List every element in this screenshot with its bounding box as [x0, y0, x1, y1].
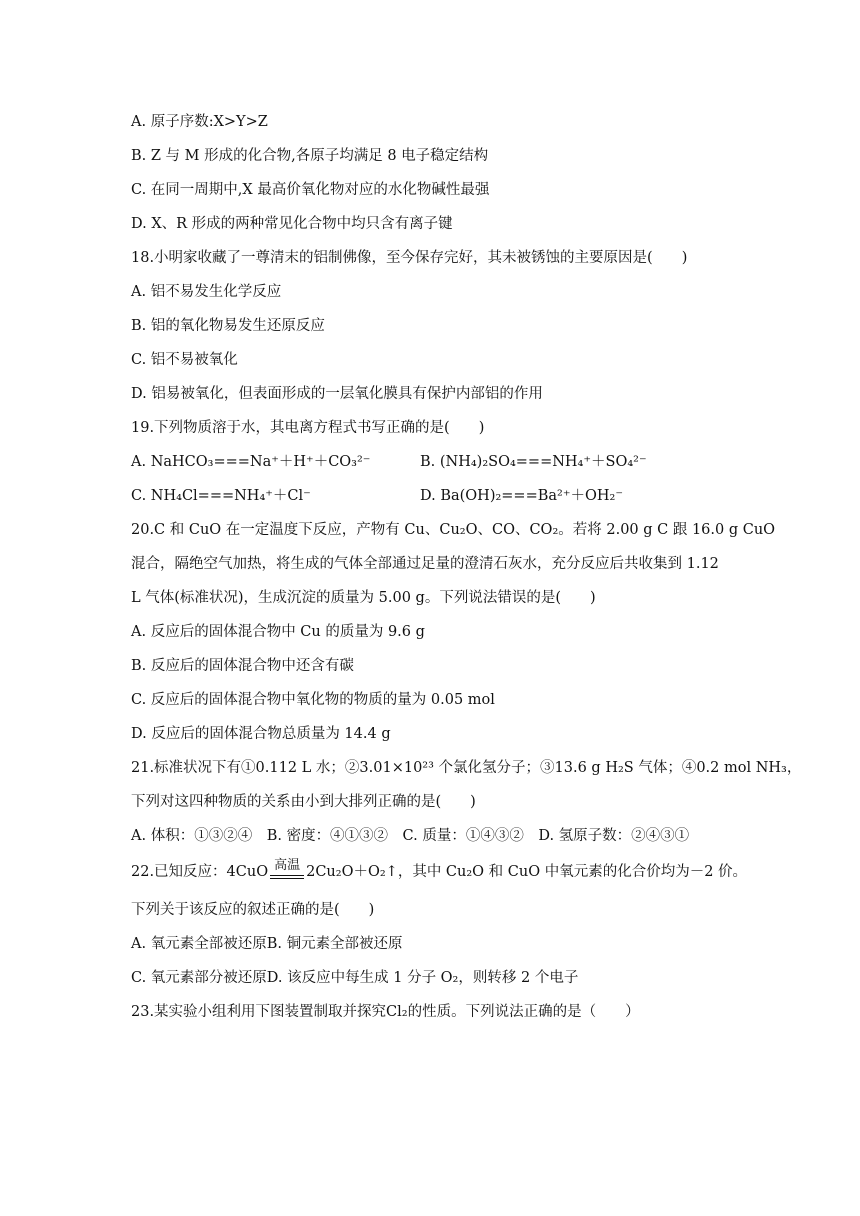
q20-stem-line1: 20.C 和 CuO 在一定温度下反应，产物有 Cu、Cu₂O、CO、CO₂。若将 2.00 g C 跟 16.0 g CuO	[131, 522, 776, 538]
q19-option-c: C. NH₄Cl===NH₄⁺＋Cl⁻	[131, 488, 311, 504]
q19-row2	[131, 486, 731, 506]
q22-stem-line2: 下列关于该反应的叙述正确的是( )	[131, 902, 375, 918]
q17-option-a: A. 原子序数:X>Y>Z	[131, 114, 268, 130]
q19-option-a: A. NaHCO₃===Na⁺＋H⁺＋CO₃²⁻	[131, 454, 371, 470]
q21-options: A. 体积：①③②④ B. 密度：④①③② C. 质量：①④③② D. 氢原子数：②④③①	[131, 828, 690, 844]
q19-option-d: D. Ba(OH)₂===Ba²⁺＋OH₂⁻	[420, 488, 623, 504]
q17-option-c: C. 在同一周期中,X 最高价氧化物对应的水化物碱性最强	[131, 182, 490, 198]
q20-option-a: A. 反应后的固体混合物中 Cu 的质量为 9.6 g	[131, 624, 425, 640]
q17-option-d: D. X、R 形成的两种常见化合物中均只含有离子键	[131, 216, 453, 232]
q22-stem-line1	[131, 858, 748, 882]
q22-reaction-arrow	[270, 858, 304, 882]
q20-stem-line3: L 气体(标准状况)，生成沉淀的质量为 5.00 g。下列说法错误的是( )	[131, 590, 596, 606]
q19-option-b: B. (NH₄)₂SO₄===NH₄⁺＋SO₄²⁻	[420, 454, 647, 470]
q22-equation-left: 22.已知反应：4CuO	[131, 864, 269, 880]
q18-option-a: A. 铝不易发生化学反应	[131, 284, 282, 300]
q18-option-c: C. 铝不易被氧化	[131, 352, 238, 368]
q18-option-d: D. 铝易被氧化，但表面形成的一层氧化膜具有保护内部铝的作用	[131, 386, 543, 402]
q18-stem: 18.小明家收藏了一尊清末的铝制佛像，至今保存完好，其未被锈蚀的主要原因是( )	[131, 250, 688, 266]
q20-option-d: D. 反应后的固体混合物总质量为 14.4 g	[131, 726, 391, 742]
q21-stem-line2: 下列对这四种物质的关系由小到大排列正确的是( )	[131, 794, 476, 810]
q23-stem: 23.某实验小组利用下图装置制取并探究Cl₂的性质。下列说法正确的是（ ）	[131, 1004, 640, 1020]
q22-options-cd: C. 氧元素部分被还原D. 该反应中每生成 1 分子 O₂，则转移 2 个电子	[131, 970, 579, 986]
q17-option-b: B. Z 与 M 形成的化合物,各原子均满足 8 电子稳定结构	[131, 148, 489, 164]
q22-equation-right: 2Cu₂O＋O₂↑，其中 Cu₂O 和 CuO 中氧元素的化合价均为－2 价。	[306, 864, 748, 880]
q19-row1	[131, 452, 731, 472]
q21-stem-line1: 21.标准状况下有①0.112 L 水；②3.01×10²³ 个氯化氢分子；③13.6 g H₂S 气体；④0.2 mol NH₃，	[131, 760, 802, 776]
q22-options-ab: A. 氧元素全部被还原B. 铜元素全部被还原	[131, 936, 403, 952]
q19-stem: 19.下列物质溶于水，其电离方程式书写正确的是( )	[131, 420, 485, 436]
q20-option-b: B. 反应后的固体混合物中还含有碳	[131, 658, 354, 674]
q20-option-c: C. 反应后的固体混合物中氧化物的物质的量为 0.05 mol	[131, 692, 495, 708]
q20-stem-line2: 混合，隔绝空气加热，将生成的气体全部通过足量的澄清石灰水，充分反应后共收集到 1.12	[131, 556, 719, 572]
q22-condition: 高温	[274, 858, 301, 873]
q18-option-b: B. 铝的氧化物易发生还原反应	[131, 318, 325, 334]
